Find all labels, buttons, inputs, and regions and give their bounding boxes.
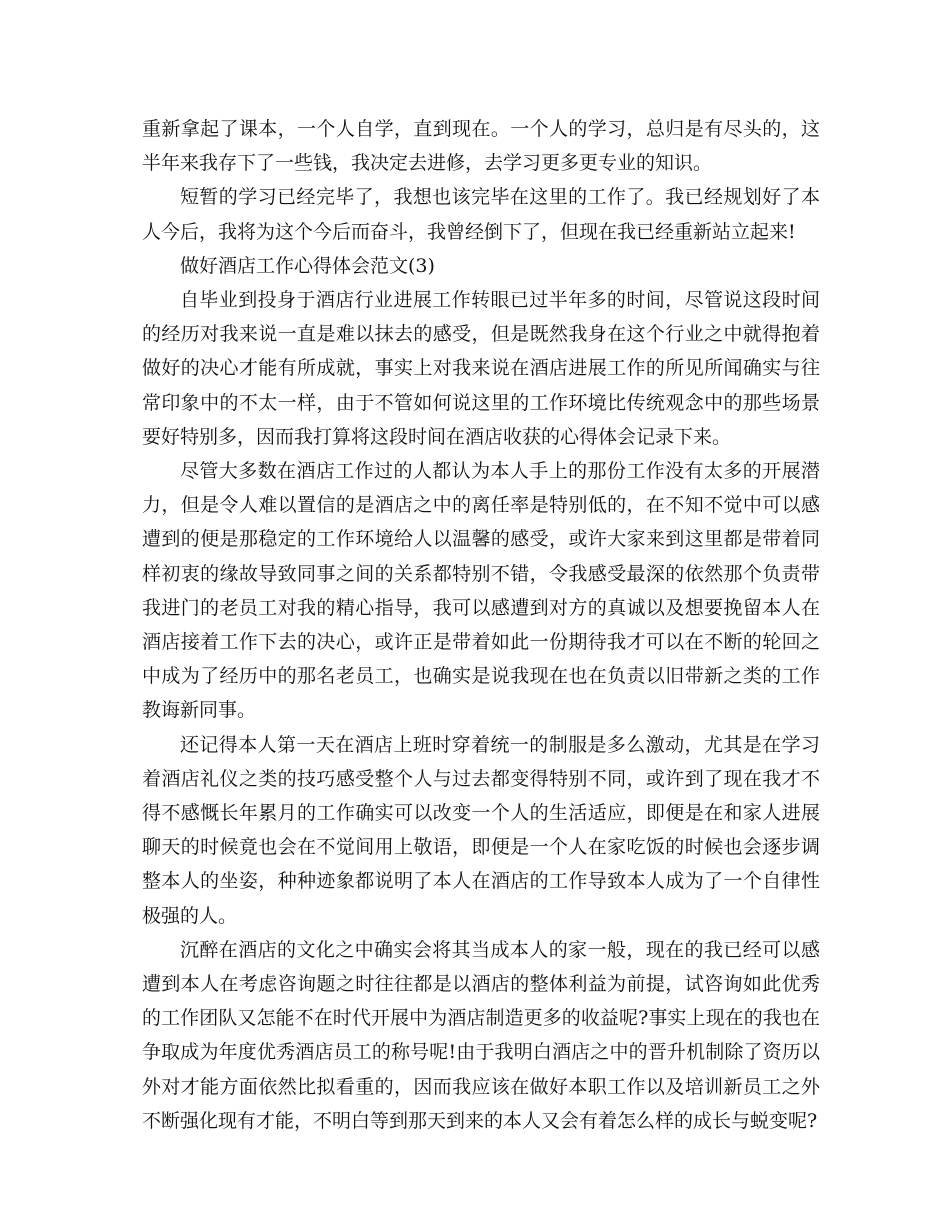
paragraph: 尽管大多数在酒店工作过的人都认为本人手上的那份工作没有太多的开展潜力，但是令人难以置信的是酒店之中的离任率是特别低的，在不知不觉中可以感遭到的便是那稳定的工作环境给人以温馨的感受，或许大家来到这里都是带着同样初衷的缘故导致同事之间的关系都特别不错，令我感受最深的依然那个负责带我进门的老员工对我的精心指导，我可以感遭到对方的真诚以及想要挽留本人在酒店接着工作下去的决心，或许正是带着如此一份期待我才可以在不断的轮回之中成为了经历中的那名老员工，也确实是说我现在也在负责以旧带新之类的工作教诲新同事。 bbox=[142, 460, 820, 722]
paragraph-continuation: 重新拿起了课本，一个人自学，直到现在。一个人的学习，总归是有尽头的，这半年来我存下了一些钱，我决定去进修，去学习更多更专业的知识。 bbox=[142, 118, 820, 175]
section-heading: 做好酒店工作心得体会范文(3) bbox=[180, 254, 435, 277]
document-body bbox=[142, 112, 820, 1138]
paragraph: 沉醉在酒店的文化之中确实会将其当成本人的家一般，现在的我已经可以感遭到本人在考虑咨询题之时往往都是以酒店的整体利益为前提，试咨询如此优秀的工作团队又怎能不在时代开展中为酒店制造更多的收益呢?事实上现在的我也在争取成为年度优秀酒店员工的称号呢!由于我明白酒店之中的晋升机制除了资历以外对才能方面依然比拟看重的，因而我应该在做好本职工作以及培训新员工之外不断强化现有才能，不明白等到那天到来的本人又会有着怎么样的成长与蜕变呢? bbox=[142, 938, 820, 1132]
paragraph: 还记得本人第一天在酒店上班时穿着统一的制服是多么激动，尤其是在学习着酒店礼仪之类的技巧感受整个人与过去都变得特别不同，或许到了现在我才不得不感慨长年累月的工作确实可以改变一个人的生活适应，即便是在和家人进展聊天的时候竟也会在不觉间用上敬语，即便是一个人在家吃饭的时候也会逐步调整本人的坐姿，种种迹象都说明了本人在酒店的工作导致本人成为了一个自律性极强的人。 bbox=[142, 733, 820, 927]
paragraph: 短暂的学习已经完毕了，我想也该完毕在这里的工作了。我已经规划好了本人今后，我将为这个今后而奋斗，我曾经倒下了，但现在我已经重新站立起来! bbox=[142, 186, 820, 243]
paragraph: 自毕业到投身于酒店行业进展工作转眼已过半年多的时间，尽管说这段时间的经历对我来说一直是难以抹去的感受，但是既然我身在这个行业之中就得抱着做好的决心才能有所成就，事实上对我来说在酒店进展工作的所见所闻确实与往常印象中的不太一样，由于不管如何说这里的工作环境比传统观念中的那些场景要好特别多，因而我打算将这段时间在酒店收获的心得体会记录下来。 bbox=[142, 289, 820, 448]
